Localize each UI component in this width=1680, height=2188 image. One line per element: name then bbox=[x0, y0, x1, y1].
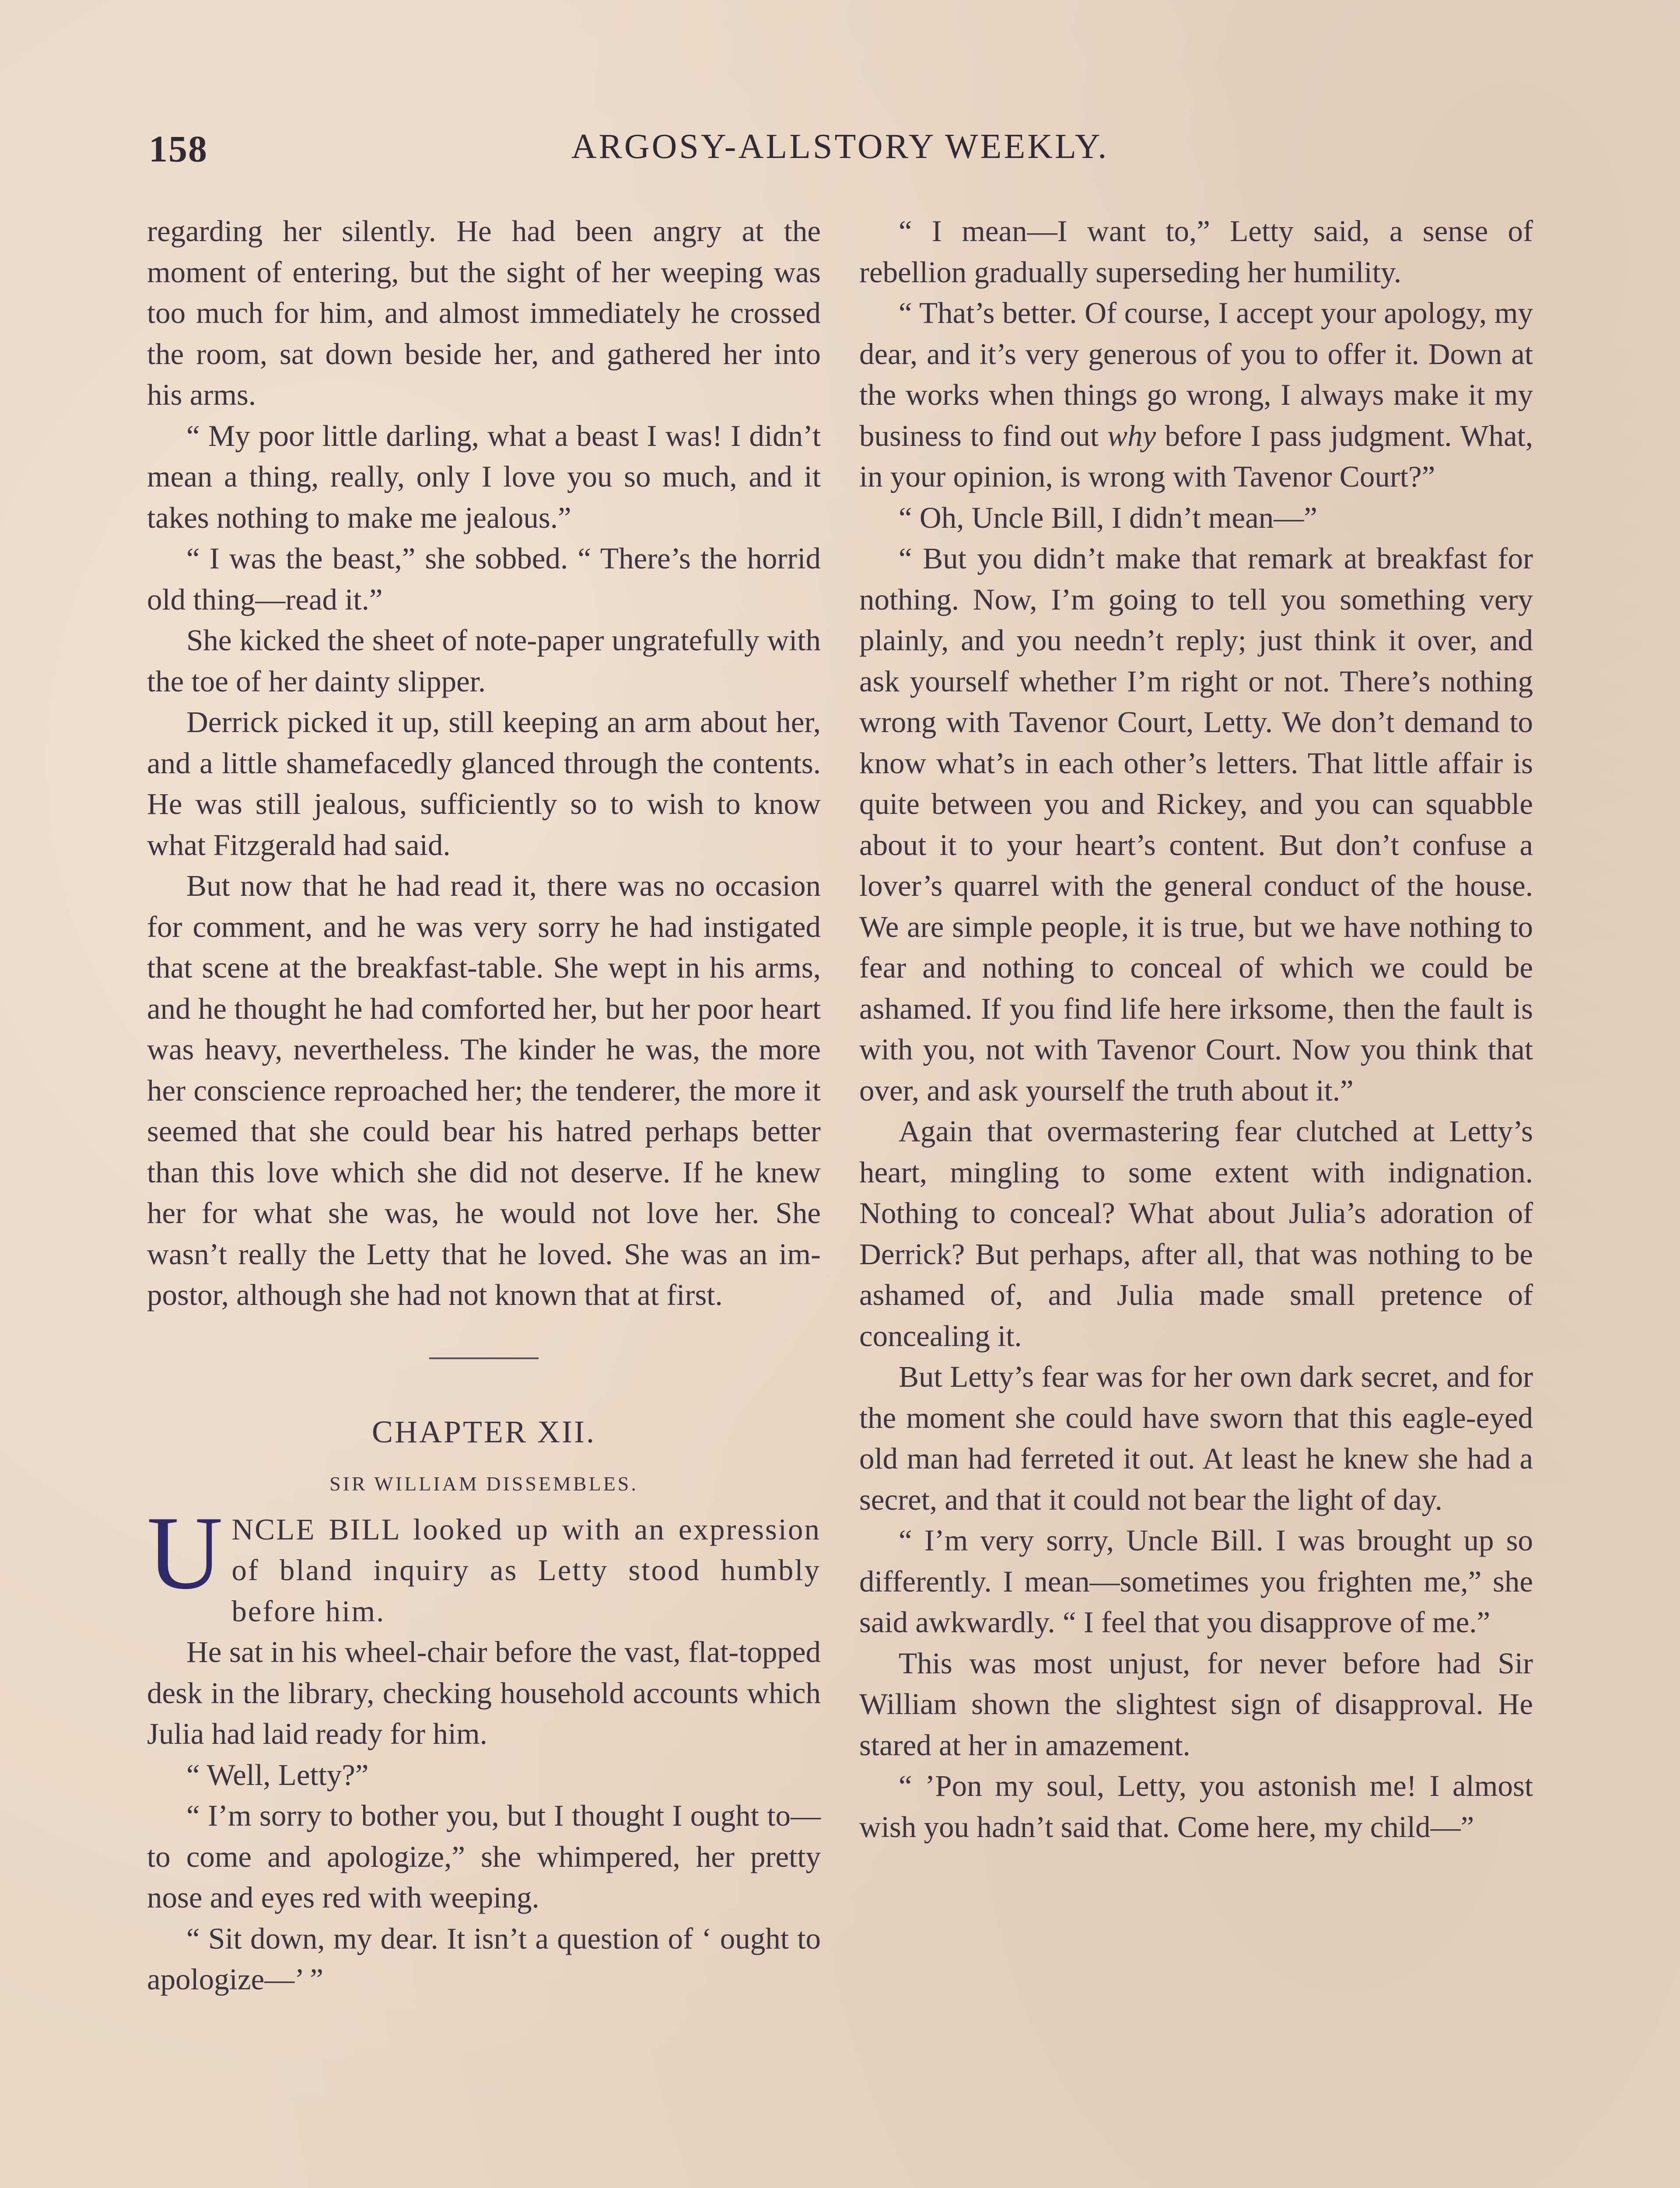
paragraph: “ I’m very sorry, Uncle Bill. I was brought up so differently. I mean—sometimes you frighten me,” she said awkwardly. “ I feel that you disapprove of me.” bbox=[859, 1524, 1533, 1639]
paragraph: regarding her silently. He had been angry at the moment of entering, but the sight of her weeping was too much for him, and almost immediately he crossed the room, sat down beside her, and gathered her into his arms. bbox=[147, 214, 821, 411]
paragraph: She kicked the sheet of note-paper ungratefully with the toe of her dainty slipper. bbox=[147, 624, 821, 698]
chapter-subtitle: SIR WILLIAM DISSEMBLES. bbox=[329, 1472, 638, 1495]
opening-text: NCLE BILL looked up with an expression of bland inquiry as Letty stood humbly before him. bbox=[231, 1512, 821, 1628]
paragraph: “ Well, Letty?” bbox=[186, 1758, 369, 1792]
paragraph: “ I was the beast,” she sobbed. “ There’s the horrid old thing—read it.” bbox=[147, 542, 821, 616]
left-column bbox=[147, 211, 821, 2000]
paragraph: This was most unjust, for never before had Sir William shown the slightest sign of disapproval. He stared at her in amazement. bbox=[859, 1646, 1533, 1762]
chapter-title: CHAPTER XII. bbox=[372, 1414, 596, 1449]
paragraph bbox=[859, 293, 1533, 498]
italic-word: why bbox=[1107, 419, 1156, 452]
paragraph: Again that overmastering fear clutched at Letty’s heart, mingling to some extent with indignation. Nothing to conceal? What about Julia’s adoration of Derrick? But perhaps, after all, that was nothing to be ashamed of, and Julia made small pretence of concealing it. bbox=[859, 1115, 1533, 1353]
paragraph: “ My poor little darling, what a beast I was! I didn’t mean a thing, really, only I love you so much, and it takes nothing to make me jealous.” bbox=[147, 419, 821, 534]
paragraph: “ I’m sorry to bother you, but I thought I ought to—to come and apologize,” she whimpered, her pretty nose and eyes red with weeping. bbox=[147, 1799, 821, 1914]
paragraph: “ But you didn’t make that remark at breakfast for nothing. Now, I’m going to tell you something very plainly, and you needn’t reply; just think it over, and ask yourself whether I’m right or not. There’s nothing wrong with Tavenor Court, Letty. We don’t demand to know what’s in each other’s letters. That little affair is quite between you and Rickey, and you can squabble about it to your heart’s content. But don’t confuse a lover’s quarrel with the general conduct of the house. We are simple people, it is true, but we have nothing to fear and nothing to conceal of which we could be ashamed. If you find life here irksome, then the fault is with you, not with Tavenor Court. Now you think that over, and ask yourself the truth about it.” bbox=[859, 542, 1533, 1107]
section-divider bbox=[429, 1357, 539, 1359]
paragraph: “ Sit down, my dear. It isn’t a question of ‘ ought to apologize—’ ” bbox=[147, 1922, 821, 1996]
opening-paragraph bbox=[147, 1494, 821, 1632]
paragraph: “ Oh, Uncle Bill, I didn’t mean—” bbox=[899, 501, 1317, 534]
right-column bbox=[859, 211, 1533, 1848]
paragraph: But now that he had read it, there was no occasion for comment, and he was very sorry he had instigated that scene at the breakfast-table. She wept in his arms, and he thought he had comforted her, but her poor heart was heavy, nevertheless. The kinder he was, the more her conscience reproached her; the tenderer, the more it seemed that she could bear his hatred perhaps better than this love which she did not deserve. If he knew her for what she was, he would not love her. She wasn’t really the Letty that he loved. She was an impostor, although she had not known that at first. bbox=[147, 869, 821, 1311]
page-header bbox=[149, 127, 1531, 179]
paragraph-text: before I pass judgment. What, in your opinion, is wrong with Tavenor Court?” bbox=[859, 419, 1533, 493]
paragraph: Derrick picked it up, still keeping an arm about her, and a little shamefacedly glanced through the contents. He was still jealous, sufficiently so to wish to know what Fitzgerald had said. bbox=[147, 705, 821, 862]
paragraph: “ I mean—I want to,” Letty said, a sense of rebellion gradually superseding her humility. bbox=[859, 214, 1533, 289]
paragraph-text: “ That’s better. Of course, I accept your apology, my dear, and it’s very generous of you to offer it. Down at the works when things go wrong, I always make it my business to find out bbox=[859, 296, 1533, 452]
paragraph: He sat in his wheel-chair before the vast, flat-topped desk in the library, checking household accounts which Julia had laid ready for him. bbox=[147, 1635, 821, 1750]
paragraph: “ ’Pon my soul, Letty, you astonish me! I almost wish you hadn’t said that. Come here, my child—” bbox=[859, 1769, 1533, 1844]
drop-cap: U bbox=[147, 1494, 223, 1611]
page-number: 158 bbox=[149, 128, 208, 170]
running-head: ARGOSY-ALLSTORY WEEKLY. bbox=[571, 127, 1109, 166]
paragraph: But Letty’s fear was for her own dark secret, and for the moment she could have sworn that this eagle-eyed old man had ferreted it out. At least he knew she had a secret, and that it could not bear the light of day. bbox=[859, 1360, 1533, 1516]
